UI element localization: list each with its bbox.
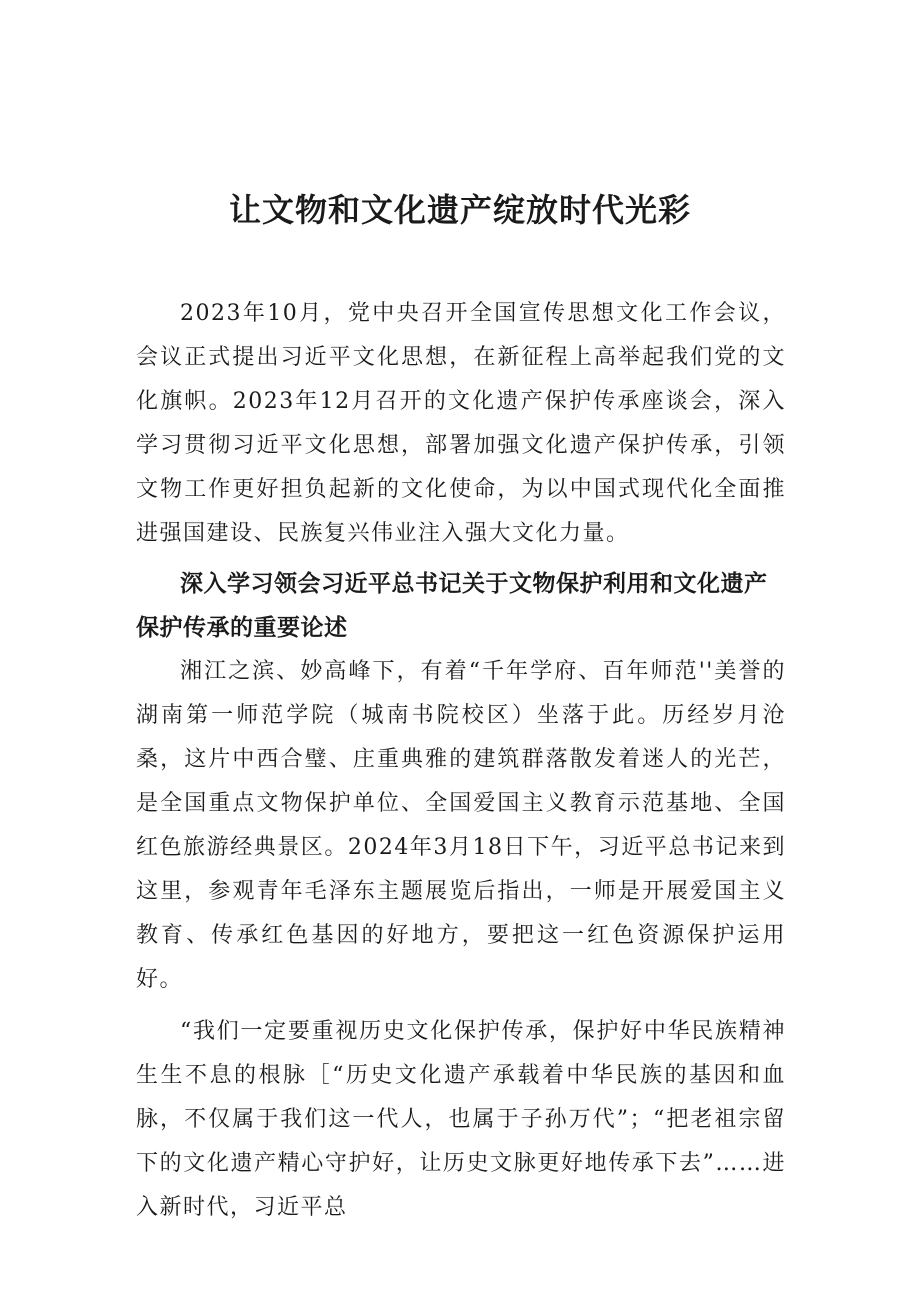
section-paragraph-2: “我们一定要重视历史文化保护传承，保护好中华民族精神生生不息的根脉［“历史文化遗产承载着中华民族的基因和血脉，不仅属于我们这一代人，也属于子孙万代”；“把老祖宗留下的文化遗产精心守护好，让历史文脉更好地传承下去”……进入新时代，习近平总 (136, 1019, 786, 1220)
document-title: 让文物和文化遗产绽放时代光彩 (228, 191, 691, 229)
intro-paragraph: 2023年10月，党中央召开全国宣传思想文化工作会议，会议正式提出习近平文化思想，在新征程上高举起我们党的文化旗帜。2023年12月召开的文化遗产保护传承座谈会，深入学习贯彻习近平文化思想，部署加强文化遗产保护传承，引领文物工作更好担负起新的文化使命，为以中国式现代化全面推进强国建设、民族复兴伟业注入强大文化力量。 (136, 301, 786, 546)
section-paragraph-1: 湘江之滨、妙高峰下，有着“千年学府、百年师范''美誉的湖南第一师范学院（城南书院校区）坐落于此。历经岁月沧桑，这片中西合璧、庄重典雅的建筑群落散发着迷人的光芒，是全国重点文物保护单位、全国爱国主义教育示范基地、全国红色旅游经典景区。2024年3月18日下午，习近平总书记来到这里，参观青年毛泽东主题展览后指出，一师是开展爱国主义教育、传承红色基因的好地方，要把这一红色资源保护运用好。 (136, 659, 786, 992)
document-body (136, 292, 786, 1230)
section-heading: 深入学习领会习近平总书记关于文物保护利用和文化遗产保护传承的重要论述 (136, 571, 768, 641)
